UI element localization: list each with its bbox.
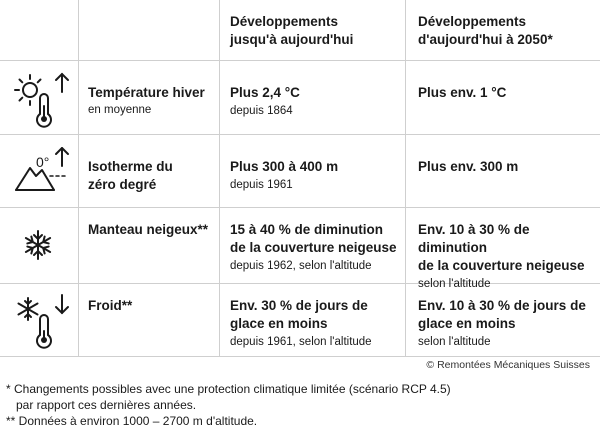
past-main: Plus 2,4 °C bbox=[230, 85, 300, 100]
past-value bbox=[230, 158, 410, 193]
future-main: Env. 10 à 30 % de jours de glace en moins bbox=[418, 298, 586, 331]
future-sub: selon l'altitude bbox=[418, 336, 491, 348]
past-main: Plus 300 à 400 m bbox=[230, 159, 339, 174]
future-value bbox=[418, 221, 600, 292]
row-label bbox=[88, 84, 216, 118]
snowflake-thermometer-down-icon bbox=[10, 289, 74, 353]
future-value bbox=[418, 297, 598, 350]
future-main: Env. 10 à 30 % de diminution de la couverture neigeuse bbox=[418, 222, 585, 273]
snowflake-icon bbox=[10, 213, 74, 277]
future-value bbox=[418, 158, 598, 176]
future-main: Plus env. 300 m bbox=[418, 159, 519, 174]
past-main: Env. 30 % de jours de glace en moins bbox=[230, 298, 368, 331]
row-divider bbox=[0, 60, 600, 61]
row-label-main: Froid** bbox=[88, 298, 133, 313]
future-sub: selon l'altitude bbox=[418, 278, 491, 290]
row-divider bbox=[0, 134, 600, 135]
past-value bbox=[230, 297, 410, 350]
past-value bbox=[230, 221, 410, 274]
row-label-main: Manteau neigeux** bbox=[88, 222, 209, 237]
row-label-main: Isotherme du zéro degré bbox=[88, 159, 173, 192]
footnote: ** Données à environ 1000 – 2700 m d'altitude. bbox=[6, 414, 258, 428]
row-label bbox=[88, 297, 216, 315]
past-sub: depuis 1864 bbox=[230, 105, 293, 117]
row-label-main: Température hiver bbox=[88, 85, 205, 100]
row-label bbox=[88, 221, 216, 239]
footnote: * Changements possibles avec une protection climatique limitée (scénario RCP 4.5) bbox=[6, 382, 451, 396]
future-value bbox=[418, 84, 598, 102]
column-divider bbox=[219, 0, 220, 356]
row-label bbox=[88, 158, 216, 194]
header-past: Développements jusqu'à aujourd'hui bbox=[230, 14, 354, 47]
row-divider bbox=[0, 356, 600, 357]
header-future: Développements d'aujourd'hui à 2050* bbox=[418, 14, 553, 47]
past-sub: depuis 1961 bbox=[230, 179, 293, 191]
past-sub: depuis 1962, selon l'altitude bbox=[230, 260, 372, 272]
sun-thermometer-up-icon bbox=[10, 68, 74, 132]
row-divider bbox=[0, 207, 600, 208]
future-main: Plus env. 1 °C bbox=[418, 85, 507, 100]
past-main: 15 à 40 % de diminution de la couverture neigeuse bbox=[230, 222, 397, 255]
past-sub: depuis 1961, selon l'altitude bbox=[230, 336, 372, 348]
zero-degree-text: 0° bbox=[36, 154, 50, 170]
past-value bbox=[230, 84, 410, 119]
column-divider bbox=[78, 0, 79, 356]
footnote: par rapport ces dernières années. bbox=[6, 398, 197, 412]
copyright-notice: © Remontées Mécaniques Suisses bbox=[426, 359, 590, 371]
row-label-sub: en moyenne bbox=[88, 104, 152, 116]
mountain-zero-degree-up-icon bbox=[10, 140, 74, 204]
footnotes bbox=[6, 381, 451, 429]
